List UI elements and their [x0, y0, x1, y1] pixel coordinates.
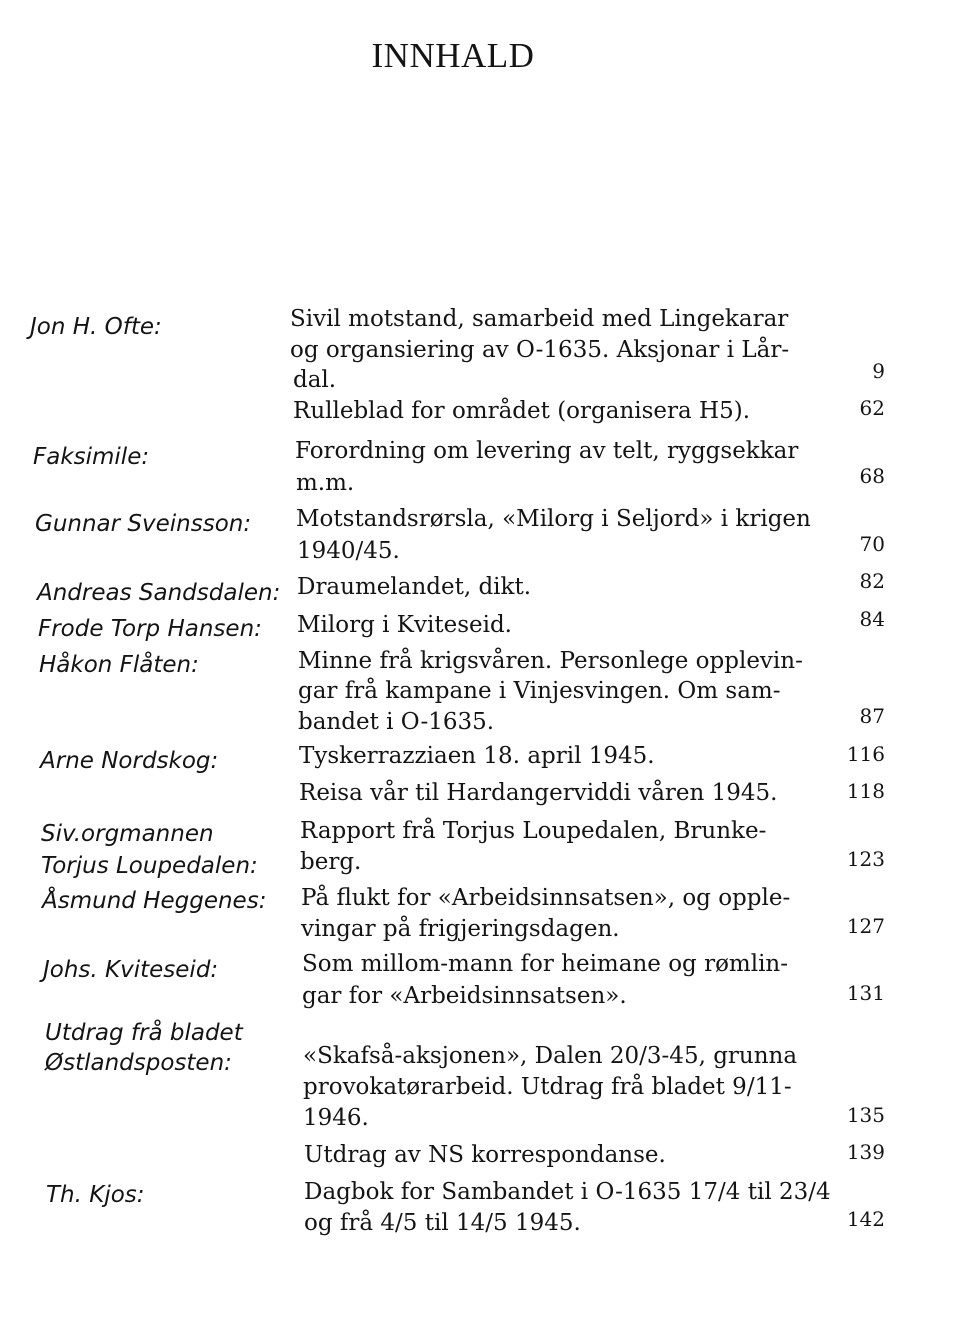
page-number: 131	[846, 981, 885, 1005]
entry-line: Rulleblad for området (organisera H5).	[293, 398, 751, 424]
entry-line: 1946.	[303, 1105, 369, 1131]
author-label: Siv.orgmannen	[41, 821, 214, 847]
entry-line: Rapport frå Torjus Loupedalen, Brunke-	[300, 818, 767, 844]
author-label: Gunnar Sveinsson:	[35, 511, 252, 537]
entry-line: provokatørarbeid. Utdrag frå bladet 9/11-	[303, 1074, 792, 1100]
entry-line: Draumelandet, dikt.	[297, 574, 532, 600]
page-number: 84	[859, 607, 885, 631]
page-number: 127	[846, 914, 885, 938]
entry-line: Sivil motstand, samarbeid med Lingekarar	[290, 306, 789, 332]
page-number: 139	[846, 1140, 885, 1164]
entry-line: Forordning om levering av telt, ryggsekkar	[295, 438, 799, 464]
entry-line: Reisa vår til Hardangerviddi våren 1945.	[299, 780, 778, 806]
author-label: Th. Kjos:	[46, 1182, 145, 1208]
page-number: 9	[872, 359, 885, 383]
page-number: 68	[859, 464, 885, 488]
page-number: 70	[859, 532, 885, 556]
entry-line: berg.	[300, 849, 362, 875]
entry-line: og frå 4/5 til 14/5 1945.	[304, 1210, 581, 1236]
entry-line: m.m.	[296, 470, 355, 496]
author-label: Arne Nordskog:	[40, 748, 219, 774]
author-label: Åsmund Heggenes:	[42, 888, 267, 914]
entry-line: På flukt for «Arbeidsinnsatsen», og opple-	[301, 885, 791, 911]
author-label: Torjus Loupedalen:	[41, 853, 258, 879]
author-label: Håkon Flåten:	[39, 652, 199, 678]
page-title: INNHALD	[371, 36, 535, 75]
entry-line: Milorg i Kviteseid.	[297, 612, 512, 638]
page-number: 123	[846, 847, 885, 871]
entry-line: «Skafså-aksjonen», Dalen 20/3-45, grunna	[303, 1043, 798, 1069]
author-label: Faksimile:	[33, 444, 150, 470]
page-number: 87	[859, 704, 885, 728]
page-number: 118	[846, 779, 885, 803]
entry-line: gar for «Arbeidsinnsatsen».	[302, 983, 627, 1009]
entry-line: Utdrag av NS korrespondanse.	[304, 1142, 666, 1168]
entry-line: 1940/45.	[297, 538, 400, 564]
entry-line: vingar på frigjeringsdagen.	[301, 916, 620, 942]
entry-line: Tyskerrazziaen 18. april 1945.	[299, 743, 655, 769]
author-label: Andreas Sandsdalen:	[37, 580, 281, 606]
author-label: Johs. Kviteseid:	[43, 957, 219, 983]
page-number: 135	[846, 1103, 885, 1127]
entry-line: gar frå kampane i Vinjesvingen. Om sam-	[298, 678, 781, 704]
entry-line: bandet i O-1635.	[298, 709, 495, 735]
author-label: Utdrag frå bladet	[45, 1020, 243, 1046]
entry-line: Motstandsrørsla, «Milorg i Seljord» i krigen	[296, 506, 811, 532]
page-number: 82	[859, 569, 885, 593]
entry-line: og organsiering av O-1635. Aksjonar i Lår-	[290, 337, 790, 363]
entry-line: Som millom-mann for heimane og rømlin-	[302, 951, 789, 977]
page-number: 62	[859, 396, 885, 420]
entry-line: dal.	[293, 367, 337, 393]
page-number: 142	[846, 1207, 885, 1231]
author-label: Østlandsposten:	[45, 1050, 232, 1076]
author-label: Jon H. Ofte:	[30, 314, 162, 340]
entry-line: Minne frå krigsvåren. Personlege opplevin-	[298, 648, 803, 674]
page-number: 116	[846, 742, 885, 766]
entry-line: Dagbok for Sambandet i O-1635 17/4 til 23/4	[304, 1179, 831, 1205]
author-label: Frode Torp Hansen:	[38, 616, 262, 642]
